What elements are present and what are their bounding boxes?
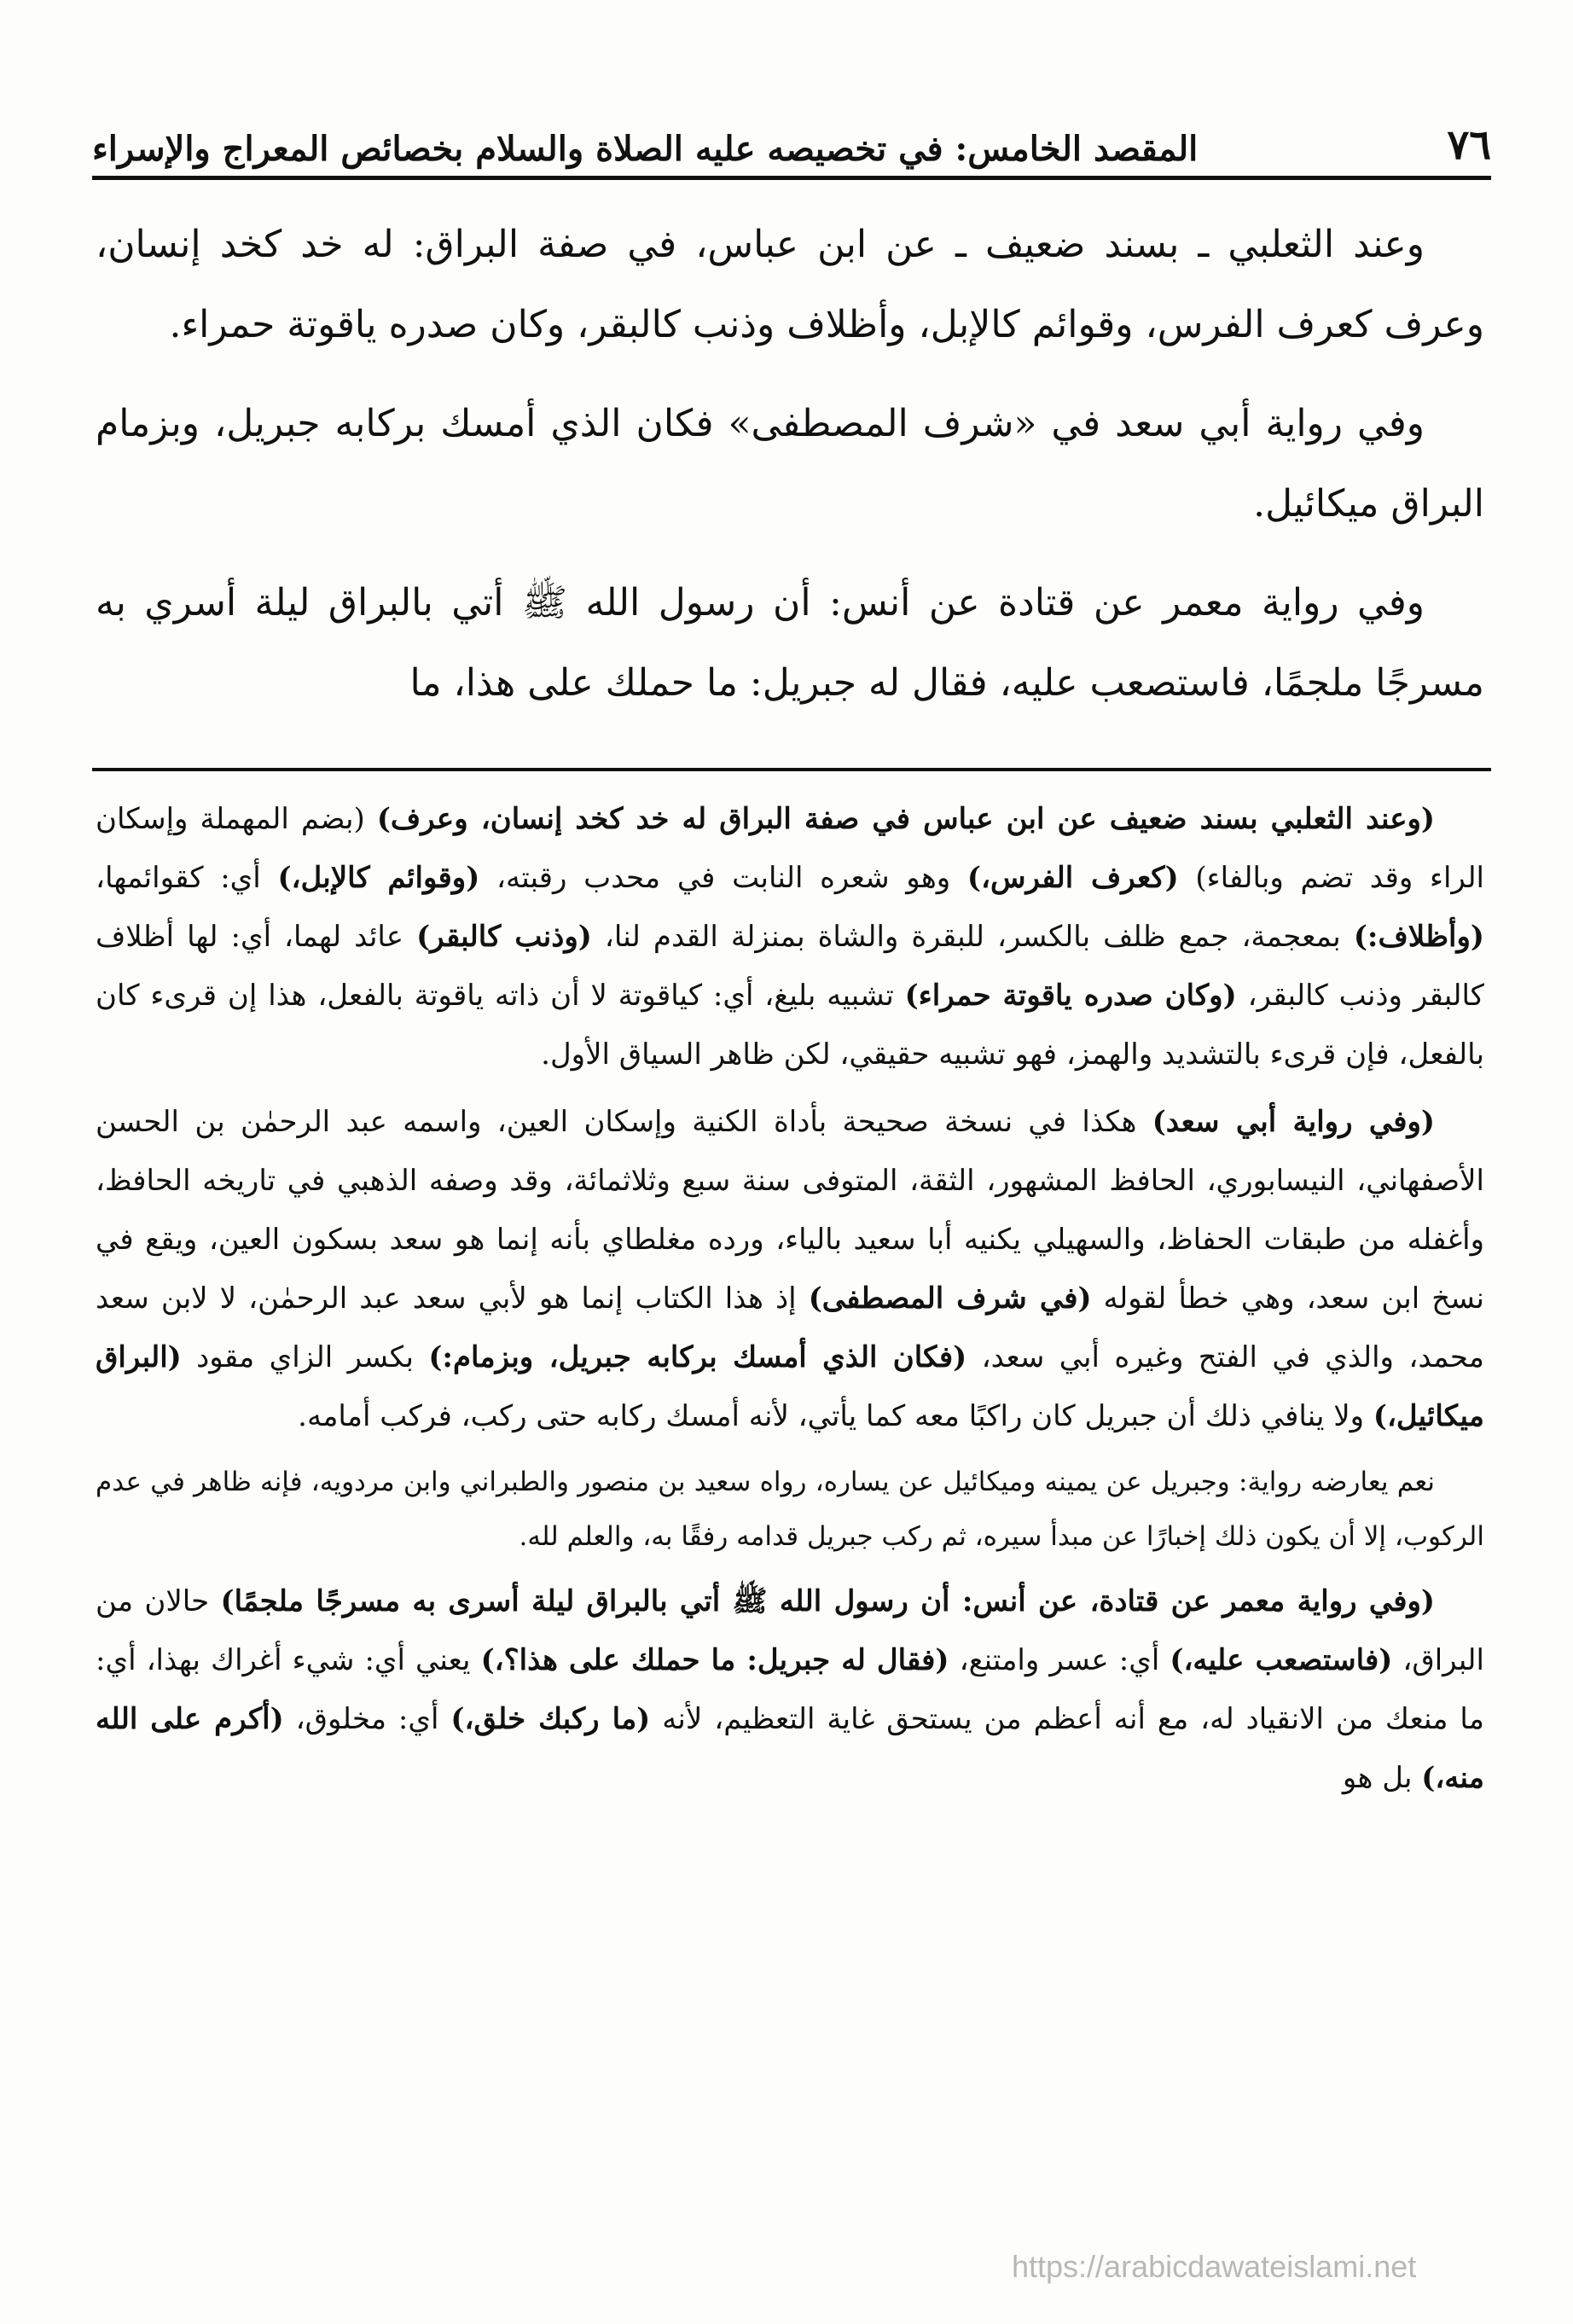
- commentary-paragraph: [96, 1093, 1484, 1446]
- quoted-text: (في شرف المصطفى): [808, 1281, 1092, 1316]
- quoted-text: (أكرم على الله منه،): [96, 1702, 1484, 1795]
- quoted-text: (البراق ميكائيل،): [96, 1340, 1484, 1433]
- commentary-text: عائد لهما، أي: لها أظلاف كالبقر وذنب كالبقر،: [96, 920, 1484, 1013]
- main-text: [96, 205, 1484, 742]
- quoted-text: (وفي رواية أبي سعد): [1152, 1105, 1435, 1139]
- commentary-text: بمعجمة، جمع ظلف بالكسر، للبقرة والشاة بمنزلة القدم لنا،: [591, 920, 1354, 954]
- commentary-text: أي: عسر وامتنع،: [949, 1643, 1170, 1677]
- commentary-separator-rule: [92, 768, 1491, 771]
- quoted-text: (وأظلاف:): [1353, 920, 1484, 954]
- commentary-text: يعني أي: شيء أغراك بهذا، أي: ما منعك من الانقياد له، مع أنه أعظم من يستحق غاية التعظيم، لأنه: [96, 1643, 1484, 1736]
- quoted-text: (وفي رواية معمر عن قتادة، عن أنس: أن رسول الله ﷺ أتي بالبراق ليلة أسرى به مسرجًا ملجمًا): [220, 1584, 1435, 1618]
- page-header: [92, 101, 1491, 169]
- commentary-paragraph: [96, 1455, 1484, 1564]
- quoted-text: (وذنب كالبقر): [416, 920, 592, 954]
- commentary-text: وهو شعره النابت في محدب رقبته،: [479, 861, 967, 895]
- commentary-text: هكذا في نسخة صحيحة بأداة الكنية وإسكان العين، واسمه عبد الرحمٰن بن الحسن الأصفهاني، النيسابوري، الحافظ المشهور، الثقة، المتوفى سنة سبع وثلاثمائة، وقد وصفه الذهبي في تاريخه الحافظ، وأغفله من طبقات الحفاظ، والسهيلي يكنيه أبا سعيد بالياء، ورده مغلطاي بأنه إنما هو سعد بسكون العين، ويقع في نسخ ابن سعد، وهي خطأ لقوله: [96, 1105, 1484, 1316]
- commentary-paragraph: [96, 790, 1484, 1084]
- commentary: [96, 790, 1484, 1816]
- running-title: المقصد الخامس: في تخصيصه عليه الصلاة والسلام بخصائص المعراج والإسراء: [92, 129, 1199, 169]
- commentary-text: إذ هذا الكتاب إنما هو لأبي سعد عبد الرحمٰن، لا لابن سعد محمد، والذي في الفتح وغيره أبي سعد،: [96, 1281, 1484, 1374]
- header-rule: [92, 176, 1491, 180]
- quoted-text: (كعرف الفرس،): [966, 861, 1179, 895]
- quoted-text: (فاستصعب عليه،): [1170, 1643, 1393, 1677]
- main-paragraph: وفي رواية معمر عن قتادة عن أنس: أن رسول الله ﷺ أتي بالبراق ليلة أسري به مسرجًا ملجمًا، فاستصعب عليه، فقال له جبريل: ما حملك على هذا، ما: [96, 581, 1484, 705]
- commentary-text: أي: كقوائمها،: [96, 861, 278, 895]
- main-paragraph: وفي رواية أبي سعد في «شرف المصطفى» فكان الذي أمسك بركابه جبريل، وبزمام البراق ميكائيل.: [96, 402, 1484, 526]
- commentary-paragraph: [96, 1572, 1484, 1808]
- commentary-text: حالان من البراق،: [96, 1584, 1484, 1677]
- watermark: https://arabicdawateislami.net: [1012, 2249, 1417, 2284]
- commentary-text: (بضم المهملة وإسكان الراء وقد تضم وبالفاء): [96, 802, 1484, 895]
- commentary-text: بل هو: [1342, 1761, 1422, 1795]
- quoted-text: (ما ركبك خلق،): [450, 1702, 651, 1736]
- main-paragraph: وعند الثعلبي ـ بسند ضعيف ـ عن ابن عباس، في صفة البراق: له خد كخد إنسان، وعرف كعرف الفرس، وقوائم كالإبل، وأظلاف وذنب كالبقر، وكان صدره ياقوتة حمراء.: [96, 223, 1484, 346]
- commentary-text: نعم يعارضه رواية: وجبريل عن يمينه وميكائيل عن يساره، رواه سعيد بن منصور والطبراني وابن مردويه، فإنه ظاهر في عدم الركوب، إلا أن يكون ذلك إخبارًا عن مبدأ سيره، ثم ركب جبريل قدامه رفقًا به، والعلم لله.: [96, 1467, 1484, 1552]
- quoted-text: (وكان صدره ياقوتة حمراء): [904, 979, 1237, 1013]
- quoted-text: (وعند الثعلبي بسند ضعيف عن ابن عباس في صفة البراق له خد كخد إنسان، وعرف): [376, 802, 1436, 836]
- commentary-text: بكسر الزاي مقود: [181, 1340, 429, 1374]
- quoted-text: (وقوائم كالإبل،): [277, 861, 480, 895]
- page-number: ٧٦: [1447, 121, 1491, 169]
- quoted-text: (فكان الذي أمسك بركابه جبريل، وبزمام:): [428, 1340, 967, 1374]
- quoted-text: (فقال له جبريل: ما حملك على هذا؟،): [480, 1643, 949, 1677]
- commentary-text: تشبيه بليغ، أي: كياقوتة لا أن ذاته ياقوتة بالفعل، هذا إن قرىء كان بالفعل، فإن قرىء بالتشديد والهمز، فهو تشبيه حقيقي، لكن ظاهر السياق الأول.: [96, 979, 1484, 1072]
- commentary-text: أي: مخلوق،: [283, 1702, 451, 1736]
- commentary-text: ولا ينافي ذلك أن جبريل كان راكبًا معه كما يأتي، لأنه أمسك ركابه حتى ركب، فركب أمامه.: [298, 1399, 1373, 1433]
